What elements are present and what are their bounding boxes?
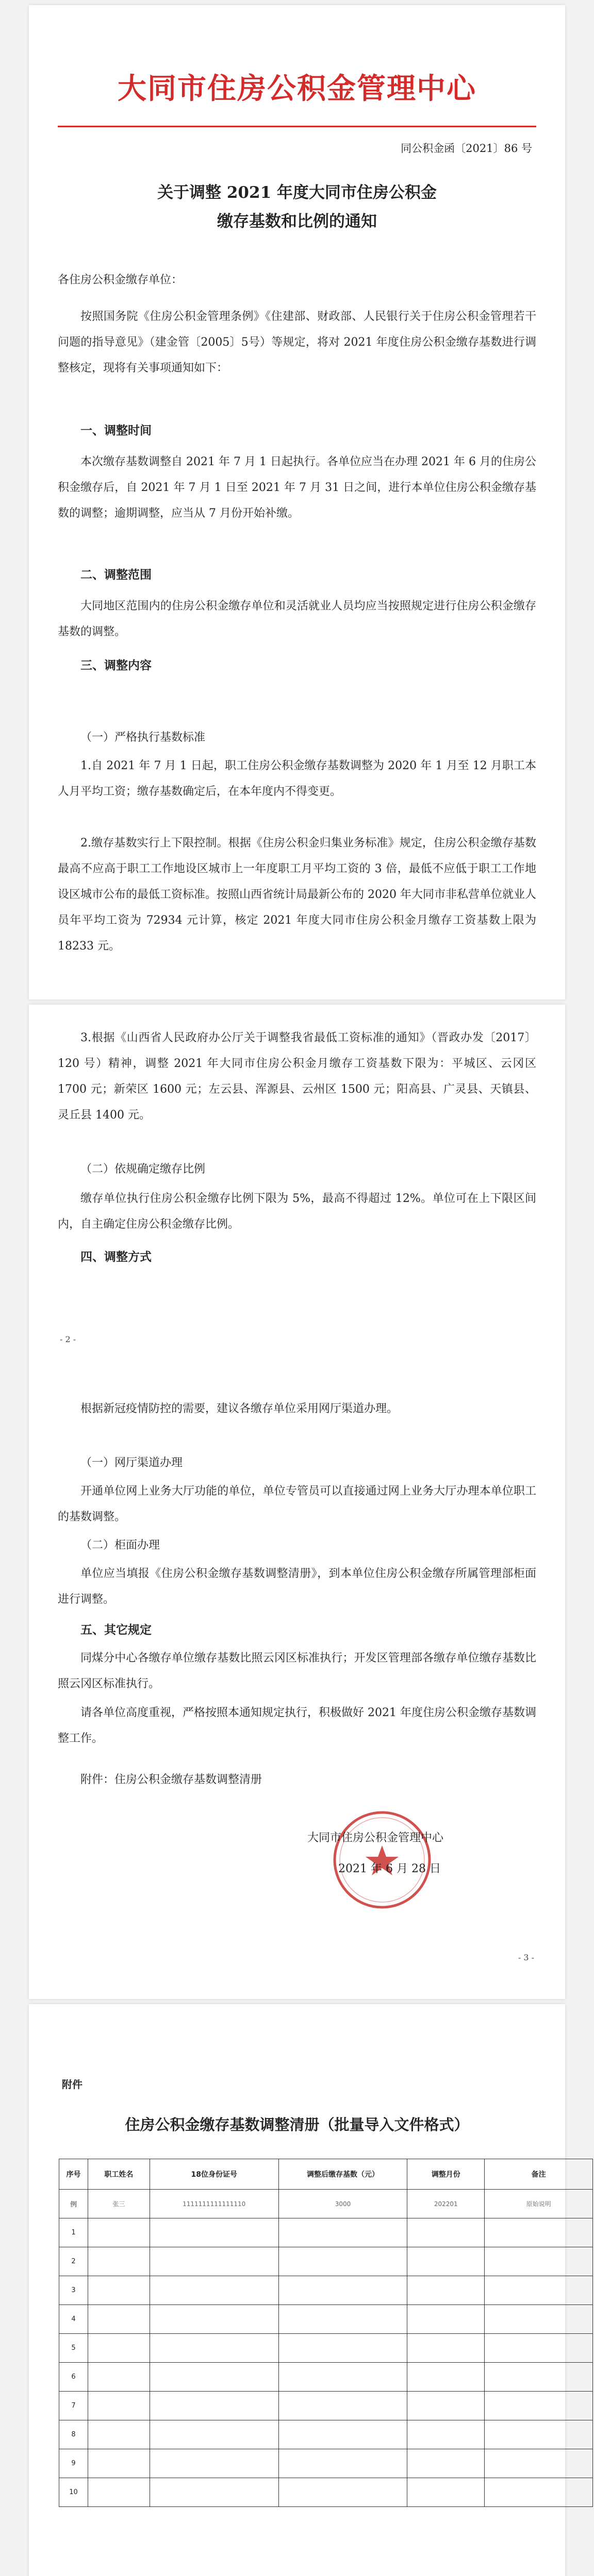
section-2-text: 大同地区范围内的住房公积金缴存单位和灵活就业人员均应当按照规定进行住房公积金缴存基数的调整。: [58, 600, 536, 638]
table-cell: 1111111111111110: [150, 2190, 278, 2218]
row-number: 6: [59, 2363, 88, 2392]
table-row: [59, 2478, 593, 2507]
subsection-1-item-1: 1.自 2021 年 7 月 1 日起，职工住房公积金缴存基数调整为 2020 年 1 月至 12 月职工本人月平均工资；缴存基数确定后，在本年度内不得变更。: [58, 759, 536, 798]
section-3-heading: 三、调整内容: [80, 659, 152, 672]
attachment-label: 附件: [62, 2078, 82, 2091]
table-cell: 3000: [278, 2190, 407, 2218]
section-1-heading: 一、调整时间: [80, 424, 152, 437]
subsection-1-item-2: 2.缴存基数实行上下限控制。根据《住房公积金归集业务标准》规定，住房公积金缴存基数最高不应高于职工工作地设区城市上一年度职工月平均工资的 3 倍，最低不应低于职工工作地设区城市公布的最低工资标准。按照山西省统计局最新公布的 2020 年大同市非私营单位就业人员年平均工资为 72934 元计算，核定 2021 年度大同市住房公积金月缴存工资基数上限为 18233 元。: [58, 837, 536, 953]
intro-paragraph: 按照国务院《住房公积金管理条例》《住建部、财政部、人民银行关于住房公积金管理若干问题的指导意见》（建金管〔2005〕5号）等规定，将对 2021 年度住房公积金缴存基数进行调整核定，现将有关事项通知如下：: [58, 310, 536, 375]
row-number: 2: [59, 2247, 88, 2276]
signature-org: 大同市住房公积金管理中心: [307, 1832, 444, 1844]
section-5-heading: 五、其它规定: [80, 1623, 152, 1637]
col-header: 备注: [485, 2159, 593, 2190]
way-1-text: 开通单位网上业务大厅功能的单位，单位专管员可以直接通过网上业务大厅办理本单位职工的基数调整。: [58, 1485, 536, 1523]
section-2-heading: 二、调整范围: [80, 568, 152, 582]
row-number: 5: [59, 2334, 88, 2363]
col-header: 序号: [59, 2159, 88, 2190]
row-number: 9: [59, 2449, 88, 2478]
table-row: [59, 2420, 593, 2449]
section-5-text-1: 同煤分中心各缴存单位缴存基数比照云冈区标准执行；开发区管理部各缴存单位缴存基数比照云冈区标准执行。: [58, 1652, 536, 1690]
col-header: 调整月份: [407, 2159, 485, 2190]
way-2-text: 单位应当填报《住房公积金缴存基数调整清册》，到本单位住房公积金缴存所属管理部柜面进行调整。: [58, 1567, 536, 1606]
page-2: [29, 1005, 565, 1999]
letterhead: 大同市住房公积金管理中心: [118, 72, 476, 106]
subsection-1-heading: （一）严格执行基数标准: [80, 731, 206, 744]
table-row: [59, 2334, 593, 2363]
table-cell: 例: [59, 2190, 88, 2218]
subsection-1-item-3: 3.根据《山西省人民政府办公厅关于调整我省最低工资标准的通知》（晋政办发〔2017〕120 号）精神，调整 2021 年大同市住房公积金月缴存工资基数下限为：平城区、云冈区 1700 元；新荣区 1600 元；左云县、浑源县、云州区 1500 元；阳高县、广灵县、天镇县、灵丘县 1400 元。: [58, 1031, 536, 1122]
section-4-text: 根据新冠疫情防控的需要，建议各缴存单位采用网厅渠道办理。: [80, 1402, 399, 1415]
table-row: [59, 2276, 593, 2305]
row-number: 4: [59, 2305, 88, 2334]
doc-title-line2: 缴存基数和比例的通知: [217, 212, 377, 231]
table-example-row: [59, 2190, 593, 2218]
col-header: 职工姓名: [88, 2159, 150, 2190]
table-row: [59, 2363, 593, 2392]
doc-title-line1: 关于调整 2021 年度大同市住房公积金: [157, 183, 437, 202]
page-1: [29, 5, 565, 999]
salutation: 各住房公积金缴存单位：: [58, 274, 183, 286]
subsection-2-text: 缴存单位执行住房公积金缴存比例下限为 5%，最高不得超过 12%。单位可在上下限区间内，自主确定住房公积金缴存比例。: [58, 1192, 536, 1231]
section-5-text-2: 请各单位高度重视，严格按照本通知规定执行，积极做好 2021 年度住房公积金缴存基数调整工作。: [58, 1706, 536, 1745]
red-rule: [58, 126, 536, 127]
table-row: [59, 2247, 593, 2276]
attachment-title: 住房公积金缴存基数调整清册（批量导入文件格式）: [125, 2116, 469, 2133]
page-number: - 2 -: [60, 1334, 76, 1344]
table-row: [59, 2218, 593, 2247]
signature-date: 2021 年 6 月 28 日: [338, 1862, 441, 1875]
table-cell: 张三: [88, 2190, 150, 2218]
row-number: 7: [59, 2392, 88, 2420]
page-number-3: - 3 -: [518, 1953, 534, 1962]
row-number: 3: [59, 2276, 88, 2305]
section-4-heading: 四、调整方式: [80, 1250, 152, 1264]
table-header-row: [59, 2159, 593, 2190]
col-header: 调整后缴存基数（元）: [278, 2159, 407, 2190]
section-1-text: 本次缴存基数调整自 2021 年 7 月 1 日起执行。各单位应当在办理 2021 年 6 月的住房公积金缴存后，自 2021 年 7 月 1 日至 2021 年 7 月 31 日之间，进行本单位住房公积金缴存基数的调整；逾期调整，应当从 7 月份开始补缴。: [58, 455, 536, 520]
way-2-heading: （二）柜面办理: [80, 1539, 160, 1552]
page-attachment: [29, 2004, 565, 2576]
adjustment-table: [59, 2159, 593, 2507]
attachment-note: 附件：住房公积金缴存基数调整清册: [80, 1773, 262, 1786]
table-cell: 202201: [407, 2190, 485, 2218]
way-1-heading: （一）网厅渠道办理: [80, 1456, 183, 1469]
subsection-2-heading: （二）依规确定缴存比例: [80, 1163, 206, 1176]
doc-number: 同公积金函〔2021〕86 号: [401, 142, 532, 155]
col-header: 18位身份证号: [150, 2159, 278, 2190]
row-number: 8: [59, 2420, 88, 2449]
row-number: 10: [59, 2478, 88, 2507]
table-cell: 原始说明: [485, 2190, 593, 2218]
table-row: [59, 2392, 593, 2420]
row-number: 1: [59, 2218, 88, 2247]
table-row: [59, 2449, 593, 2478]
table-row: [59, 2305, 593, 2334]
